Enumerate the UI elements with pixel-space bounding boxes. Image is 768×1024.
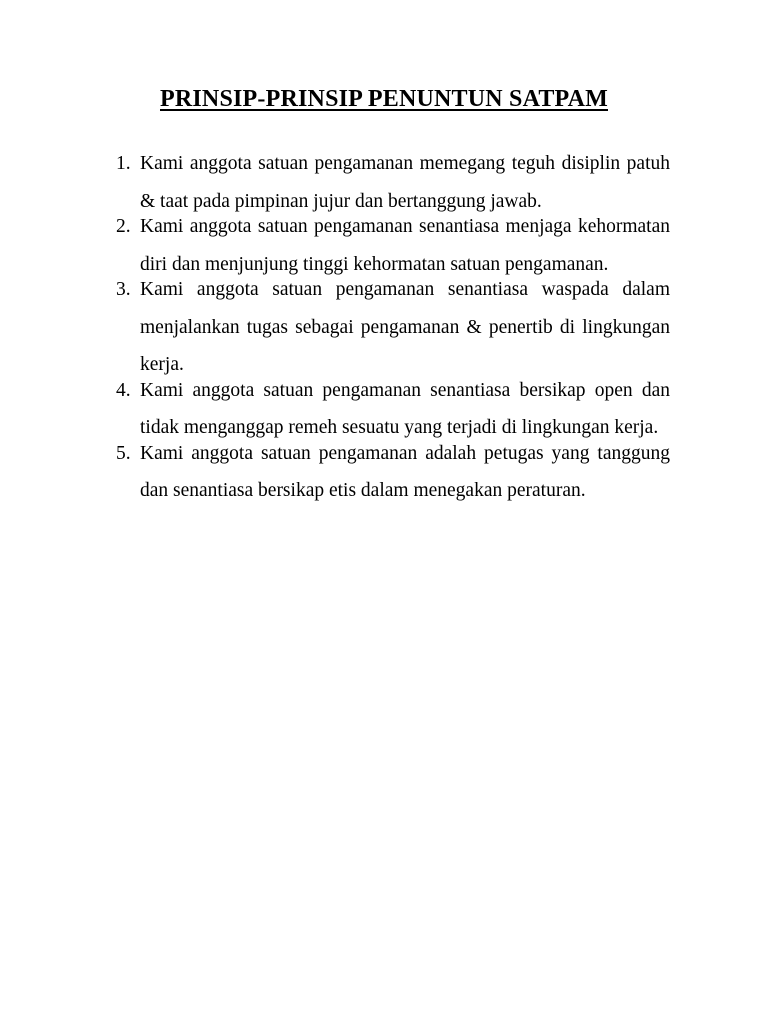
principle-item-3 [112,271,670,384]
principle-text: Kami anggota satuan pengamanan adalah petugas yang tanggung dan senantiasa bersikap etis dalam menegakan peraturan. [140,442,670,502]
principle-number: 2. [116,216,131,237]
principle-text: Kami anggota satuan pengamanan senantiasa waspada dalam menjalankan tugas sebagai pengamanan & penertib di lingkungan kerja. [140,279,670,376]
principle-number: 3. [116,279,131,300]
page-title: PRINSIP-PRINSIP PENUNTUN SATPAM [160,86,608,112]
principle-item-5 [112,435,670,510]
principle-text: Kami anggota satuan pengamanan memegang teguh disiplin patuh & taat pada pimpinan jujur dan bertanggung jawab. [140,153,670,212]
principles-list [112,145,670,502]
principle-number: 5. [116,442,131,464]
principle-text: Kami anggota satuan pengamanan senantiasa bersikap open dan tidak menganggap remeh sesuatu yang terjadi di lingkungan kerja. [140,379,670,439]
principle-number: 4. [116,379,131,401]
principle-number: 1. [116,153,131,174]
principle-text: Kami anggota satuan pengamanan senantiasa menjaga kehormatan diri dan menjunjung tinggi kehormatan satuan pengamanan. [140,216,670,275]
